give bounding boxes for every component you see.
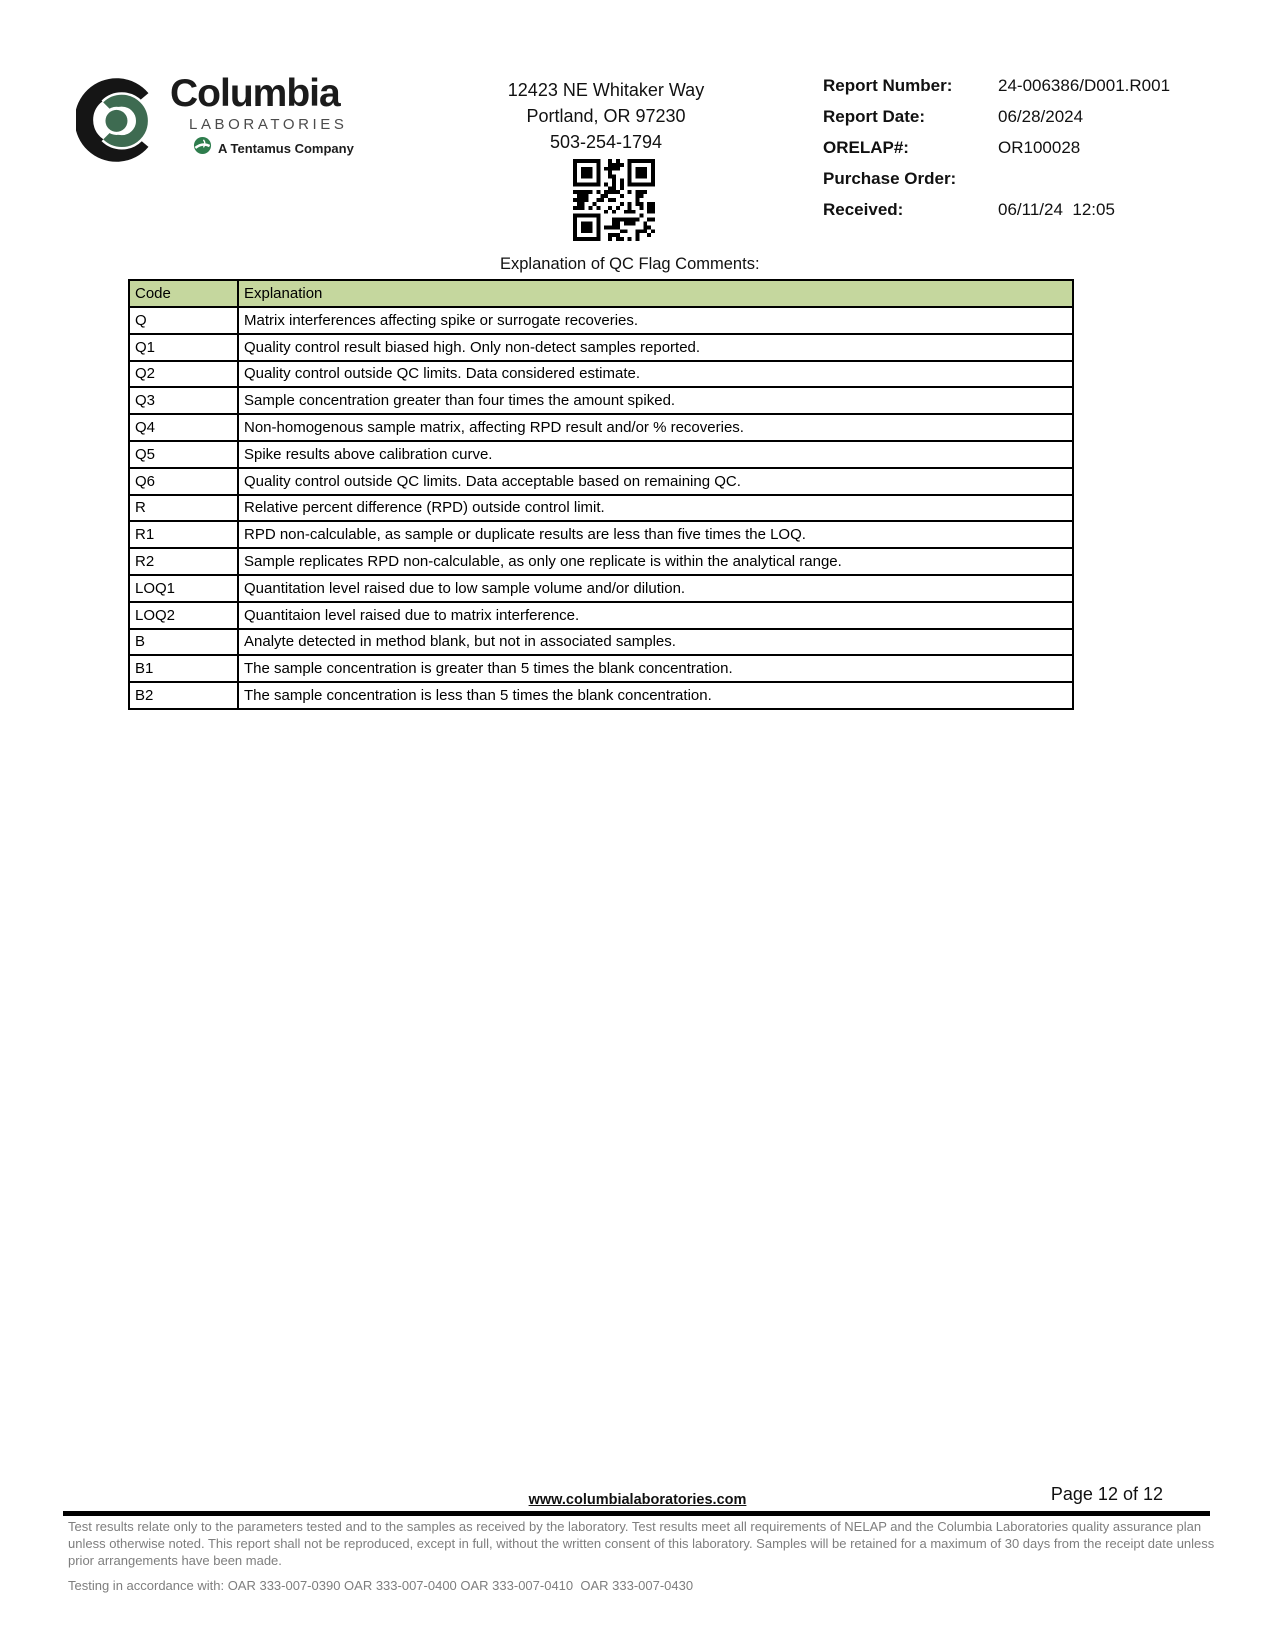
footer-divider [63,1511,1210,1516]
brand-subtitle: LABORATORIES [189,116,348,133]
qc-code-cell: R1 [129,521,238,548]
table-row [129,361,1073,388]
website-link: www.columbialaboratories.com [528,1492,747,1508]
qc-code-cell: Q2 [129,361,238,388]
report-info [823,76,1170,231]
report-info-value: 24-006386/D001.R001 [998,76,1171,95]
table-row [129,414,1073,441]
disclaimer-line: prior arrangements have been made. [68,1553,282,1569]
table-row [129,575,1073,602]
qc-table-body [129,307,1073,709]
report-info-label: ORELAP#: [823,138,909,157]
report-info-label: Purchase Order: [823,169,957,188]
qc-explanation-cell: Quality control outside QC limits. Data acceptable based on remaining QC. [238,468,1073,495]
qc-explanation-cell: The sample concentration is less than 5 times the blank concentration. [238,682,1073,709]
table-row [129,629,1073,656]
qc-code-cell: LOQ2 [129,602,238,629]
disclaimer-line: unless otherwise noted. This report shall not be reproduced, except in full, without the written consent of this laboratory. Samples will be retained for a maximum of 30 days from the receipt date unless [68,1536,1215,1552]
qc-explanation-cell: Quality control result biased high. Only non-detect samples reported. [238,334,1073,361]
table-row [129,548,1073,575]
address-city: Portland, OR 97230 [526,106,686,126]
qc-explanation-cell: The sample concentration is greater than 5 times the blank concentration. [238,655,1073,682]
table-title: Explanation of QC Flag Comments: [500,255,760,273]
table-row [129,334,1073,361]
qc-explanation-cell: Non-homogenous sample matrix, affecting RPD result and/or % recoveries. [238,414,1073,441]
qc-explanation-cell: Quantitation level raised due to low sample volume and/or dilution. [238,575,1073,602]
qc-code-cell: Q1 [129,334,238,361]
qc-code-cell: Q4 [129,414,238,441]
report-info-row [823,200,1170,231]
qc-table-head [129,280,1073,307]
column-header-explanation: Explanation [238,280,1073,307]
address-phone: 503-254-1794 [549,132,663,152]
report-info-value: OR100028 [998,138,1081,157]
tentamus-leaf-icon [193,136,212,160]
table-row [129,468,1073,495]
table-row [129,441,1073,468]
qc-code-cell: B2 [129,682,238,709]
qc-explanation-cell: RPD non-calculable, as sample or duplicate results are less than five times the LOQ. [238,521,1073,548]
report-info-row [823,76,1170,107]
page-indicator: Page 12 of 12 [1050,1484,1163,1504]
report-info-row [823,169,1170,200]
columbia-c-monogram-icon [76,76,164,169]
disclaimer-line: Test results relate only to the parameters tested and to the samples as received by the laboratory. Test results meet all requirements of NELAP and the Columbia Laboratories quality assurance plan [68,1519,1202,1534]
brand-tagline-text: A Tentamus Company [218,140,354,156]
report-info-value: 06/11/24 12:05 [998,200,1115,219]
lab-address [456,77,756,155]
report-info-value: 06/28/2024 [998,107,1084,126]
qc-code-cell: Q3 [129,387,238,414]
report-info-label: Report Date: [823,107,926,126]
report-info-label: Report Number: [823,76,953,95]
qc-code-cell: R [129,495,238,522]
table-row [129,521,1073,548]
brand-name: Columbia [170,72,340,115]
table-row [129,602,1073,629]
qc-code-cell: LOQ1 [129,575,238,602]
qc-code-cell: B [129,629,238,656]
qc-explanation-cell: Sample concentration greater than four times the amount spiked. [238,387,1073,414]
report-info-row [823,107,1170,138]
report-info-label: Received: [823,200,904,219]
accordance-line: Testing in accordance with: OAR 333-007-0390 OAR 333-007-0400 OAR 333-007-0410 OAR 333-007-0430 [68,1577,694,1593]
qc-flag-table [128,279,1074,710]
qc-code-cell: Q [129,307,238,334]
table-row [129,655,1073,682]
qc-explanation-cell: Sample replicates RPD non-calculable, as only one replicate is within the analytical range. [238,548,1073,575]
qc-explanation-cell: Matrix interferences affecting spike or surrogate recoveries. [238,307,1073,334]
brand-tagline [193,136,354,160]
qc-explanation-cell: Spike results above calibration curve. [238,441,1073,468]
qc-code-cell: Q5 [129,441,238,468]
qc-explanation-cell: Relative percent difference (RPD) outside control limit. [238,495,1073,522]
address-street: 12423 NE Whitaker Way [507,80,705,100]
column-header-code: Code [129,280,238,307]
qc-explanation-cell: Quantitaion level raised due to matrix interference. [238,602,1073,629]
report-info-row [823,138,1170,169]
table-row [129,307,1073,334]
qc-explanation-cell: Analyte detected in method blank, but not in associated samples. [238,629,1073,656]
qc-code-cell: B1 [129,655,238,682]
qc-explanation-cell: Quality control outside QC limits. Data considered estimate. [238,361,1073,388]
qc-code-cell: R2 [129,548,238,575]
table-row [129,387,1073,414]
disclaimer [68,1518,1214,1594]
table-row [129,682,1073,709]
qr-code-icon [573,159,655,241]
table-row [129,495,1073,522]
table-header-row [129,280,1073,307]
qc-code-cell: Q6 [129,468,238,495]
